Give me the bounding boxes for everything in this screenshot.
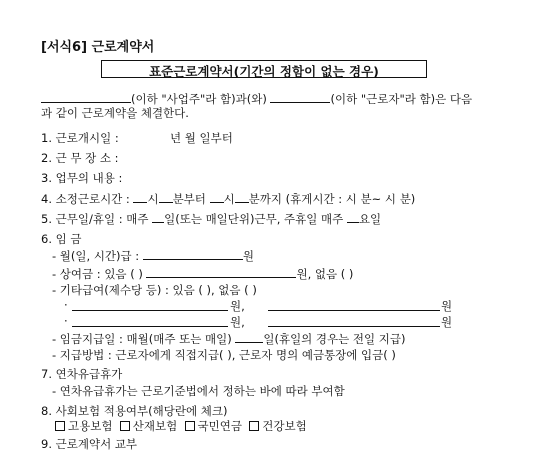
document-title: 표준근로계약서(기간의 정함이 없는 경우) — [149, 64, 379, 79]
national-pension-checkbox[interactable] — [185, 421, 195, 431]
payday-note: 일(휴일의 경우는 전일 지급) — [263, 332, 406, 346]
bonus-amount-blank[interactable] — [146, 266, 296, 278]
workdays-text: 일(또는 매일단위)근무, 주휴일 매주 — [164, 212, 344, 226]
start-date-value: 년 월 일부터 — [170, 131, 233, 145]
hour-unit-2: 시 — [223, 192, 235, 206]
payday-blank[interactable] — [235, 331, 263, 343]
item-wage-heading: 6. 임 금 — [41, 232, 82, 246]
employee-blank[interactable] — [270, 91, 330, 103]
allowance-bullet-1: · — [64, 298, 68, 312]
monthly-wage-label: - 월(일, 시간)급 : — [52, 249, 140, 263]
allowance-won-2b: 원 — [441, 315, 453, 329]
bonus-label: - 상여금 : 있음 ( ) — [52, 267, 143, 281]
item-workdays — [41, 211, 381, 226]
payday-label: - 임금지급일 : 매월(매주 또는 매일) — [52, 332, 232, 346]
wage-monthly — [52, 248, 254, 263]
wage-bonus — [52, 266, 353, 281]
allowance-line-1a[interactable] — [72, 310, 228, 311]
intro-part-2: (이하 "근로자"라 함)은 다음 — [330, 92, 473, 106]
health-insurance-checkbox[interactable] — [249, 421, 259, 431]
industrial-accident-label: 산재보험 — [132, 419, 178, 433]
employment-insurance-label: 고용보험 — [68, 419, 113, 433]
item-contract-delivery: 9. 근로계약서 교부 — [41, 437, 138, 451]
employer-blank[interactable] — [41, 91, 131, 103]
industrial-accident-checkbox[interactable] — [120, 421, 130, 431]
until-break-label: 분까지 (휴게시간 : 시 분~ 시 분) — [248, 192, 416, 206]
item-annual-leave: 7. 연차유급휴가 — [41, 367, 123, 381]
item-job-description: 3. 업무의 내용 : — [41, 171, 123, 185]
allowance-won-2a: 원, — [230, 315, 245, 329]
won-unit: 원 — [242, 249, 254, 263]
bonus-none-label: 원, 없음 ( ) — [296, 267, 354, 281]
allowance-line-2a[interactable] — [72, 326, 228, 327]
hour-unit: 시 — [147, 192, 159, 206]
insurance-options — [55, 419, 307, 433]
national-pension-label: 국민연금 — [197, 419, 242, 433]
weekday-unit: 요일 — [358, 212, 382, 226]
intro-part-1: (이하 "사업주"라 함)과(와) — [131, 92, 267, 106]
allowance-line-2b[interactable] — [268, 326, 440, 327]
end-minute-blank[interactable] — [235, 191, 249, 203]
item-start-date — [41, 131, 233, 145]
intro-line-1 — [41, 91, 472, 106]
allowance-won-1a: 원, — [230, 299, 245, 313]
health-insurance-label: 건강보험 — [262, 419, 307, 433]
allowance-line-1b[interactable] — [268, 310, 440, 311]
monthly-wage-blank[interactable] — [143, 248, 243, 260]
allowance-bullet-2: · — [64, 314, 68, 328]
end-hour-blank[interactable] — [210, 191, 224, 203]
wage-payment-method: - 지급방법 : 근로자에게 직접지급( ), 근로자 명의 예금통장에 입금( ) — [52, 348, 396, 362]
start-hour-blank[interactable] — [133, 191, 147, 203]
workdays-blank[interactable] — [152, 211, 164, 223]
item-social-insurance: 8. 사회보험 적용여부(해당란에 체크) — [41, 404, 228, 418]
start-minute-blank[interactable] — [159, 191, 173, 203]
from-label: 분부터 — [172, 192, 206, 206]
item-workplace: 2. 근 무 장 소 : — [41, 151, 119, 165]
wage-payday — [52, 331, 406, 346]
form-number-label: [서식6] 근로계약서 — [41, 40, 155, 55]
start-date-label: 1. 근로개시일 : — [41, 131, 119, 145]
allowance-won-1b: 원 — [441, 299, 453, 313]
annual-leave-note: - 연차유급휴가는 근로기준법에서 정하는 바에 따라 부여함 — [52, 384, 345, 398]
title-box — [101, 60, 427, 78]
workdays-label: 5. 근무일/휴일 : 매주 — [41, 212, 149, 226]
holiday-blank[interactable] — [347, 211, 359, 223]
intro-line-2: 과 같이 근로계약을 체결한다. — [41, 106, 189, 120]
hours-label: 4. 소정근로시간 : — [41, 192, 130, 206]
wage-other: - 기타급여(제수당 등) : 있음 ( ), 없음 ( ) — [52, 283, 257, 297]
employment-insurance-checkbox[interactable] — [55, 421, 65, 431]
item-working-hours — [41, 191, 415, 206]
